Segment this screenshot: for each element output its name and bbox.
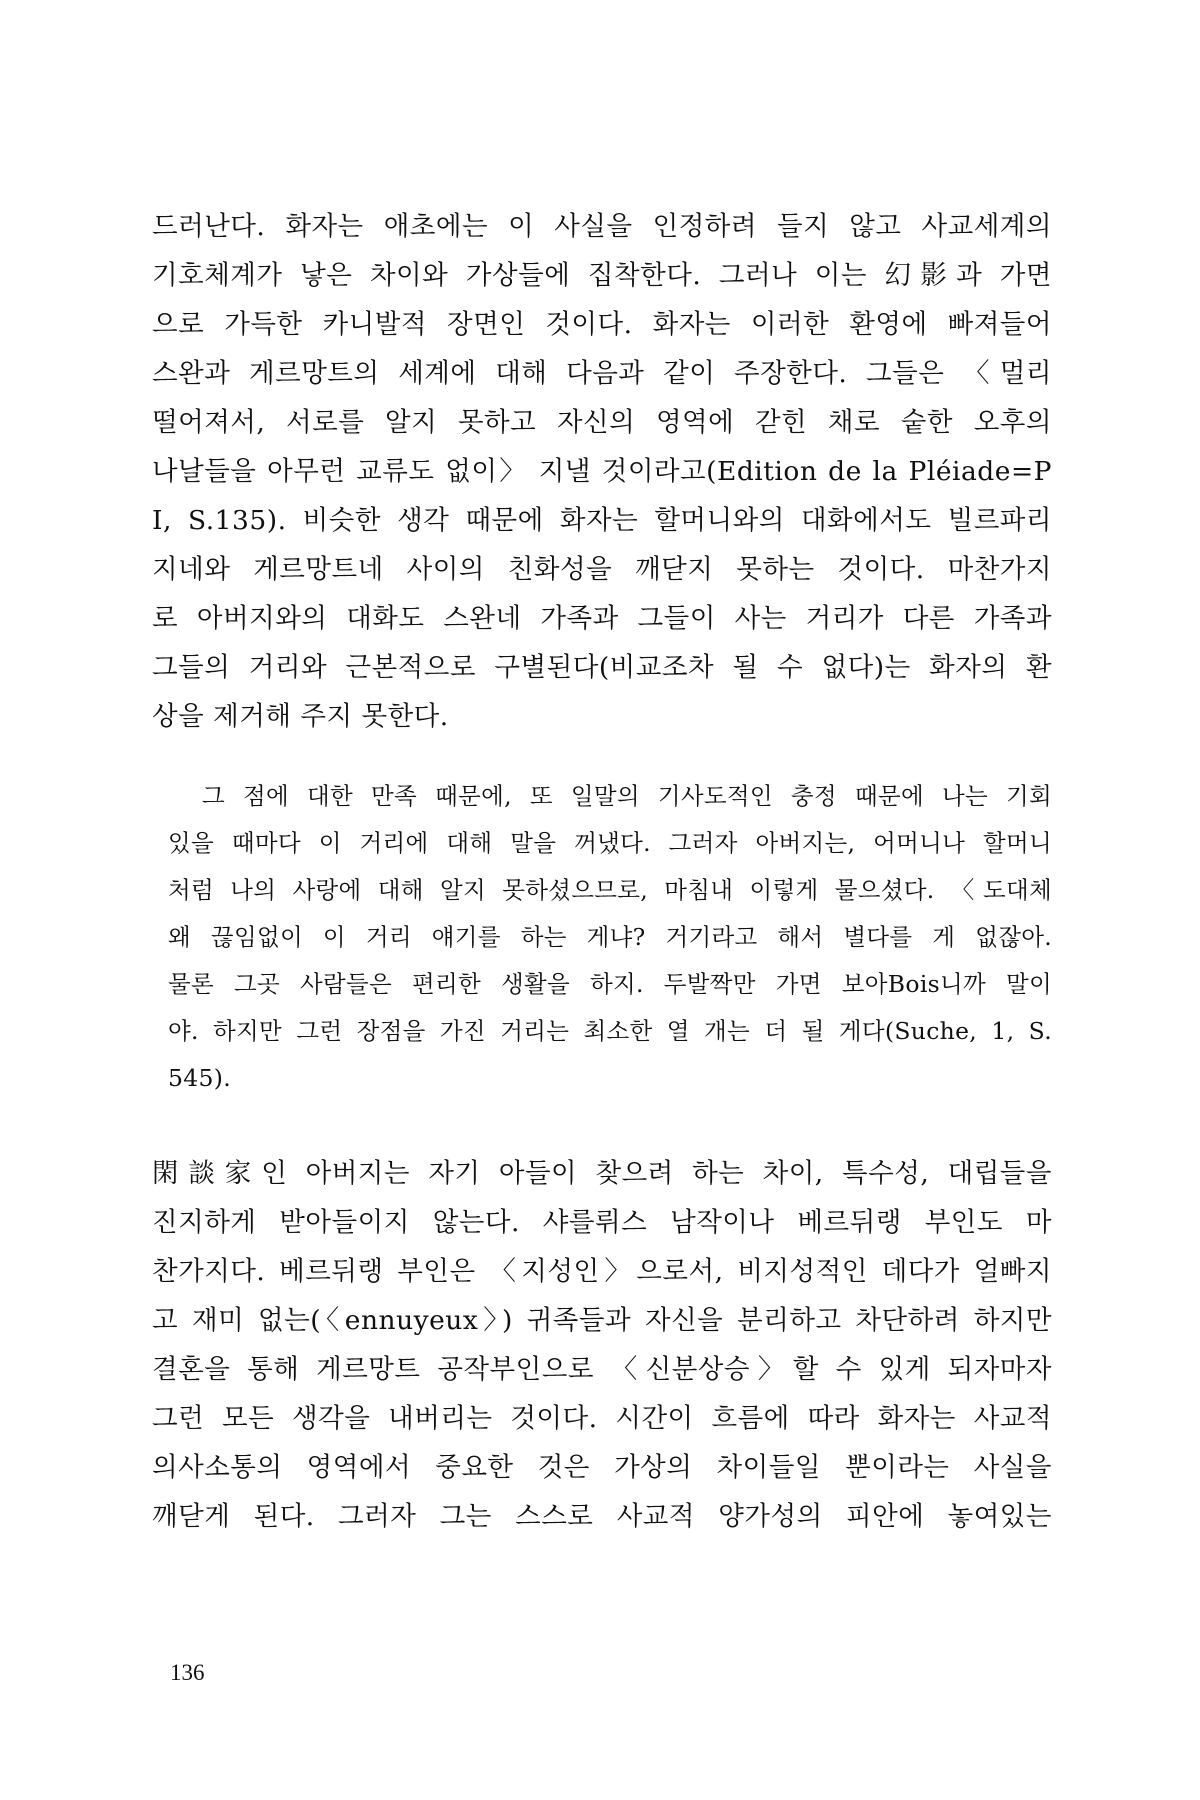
text-line: 기호체계가 낳은 차이와 가상들에 집착한다. 그러나 이는 幻影과 가면 [152, 260, 1052, 291]
text-line: 나날들을 아무런 교류도 없이〉 지낼 것이라고(Edition de la Pléiade=P [152, 456, 1052, 487]
text-line: 결혼을 통해 게르망트 공작부인으로 〈신분상승〉할 수 있게 되자마자 [152, 1354, 1052, 1385]
quote-line: 물론 그곳 사람들은 편리한 생활을 하지. 두발짝만 가면 보아Bois니까 말이 [168, 970, 1052, 998]
text-line: 스완과 게르망트의 세계에 대해 다음과 같이 주장한다. 그들은 〈멀리 [152, 358, 1052, 389]
text-line: 떨어져서, 서로를 알지 못하고 자신의 영역에 갇힌 채로 숱한 오후의 [152, 407, 1052, 438]
text-line: 로 아버지와의 대화도 스완네 가족과 그들이 사는 거리가 다른 가족과 [152, 603, 1052, 634]
text-line: 閑談家인 아버지는 자기 아들이 찾으려 하는 차이, 특수성, 대립들을 [152, 1158, 1052, 1189]
text-line: 상을 제거해 주지 못한다. [152, 701, 449, 732]
quote-line: 있을 때마다 이 거리에 대해 말을 꺼냈다. 그러자 아버지는, 어머니나 할머니 [168, 829, 1052, 857]
quote-line: 처럼 나의 사랑에 대해 알지 못하셨으므로, 마침내 이렇게 물으셨다. 〈도대체 [168, 876, 1052, 904]
text-line: 그들의 거리와 근본적으로 구별된다(비교조차 될 수 없다)는 화자의 환 [152, 652, 1052, 683]
text-line: I, S.135). 비슷한 생각 때문에 화자는 할머니와의 대화에서도 빌르파리 [152, 505, 1052, 536]
text-line: 의사소통의 영역에서 중요한 것은 가상의 차이들일 뿐이라는 사실을 [152, 1452, 1052, 1483]
text-line: 그런 모든 생각을 내버리는 것이다. 시간이 흐름에 따라 화자는 사교적 [152, 1403, 1052, 1434]
text-line: 으로 가득한 카니발적 장면인 것이다. 화자는 이러한 환영에 빠져들어 [152, 309, 1052, 340]
quote-line: 그 점에 대한 만족 때문에, 또 일말의 기사도적인 충정 때문에 나는 기회 [202, 782, 1052, 810]
text-line: 깨닫게 된다. 그러자 그는 스스로 사교적 양가성의 피안에 놓여있는 [152, 1501, 1052, 1532]
block-quote [168, 773, 1052, 1102]
quote-line: 야. 하지만 그런 장점을 가진 거리는 최소한 열 개는 더 될 게다(Suche, 1, S. [168, 1017, 1052, 1045]
body-paragraph-1 [152, 202, 1052, 741]
text-line: 찬가지다. 베르뒤랭 부인은 〈지성인〉으로서, 비지성적인 데다가 얼빠지 [152, 1256, 1052, 1287]
text-line: 지네와 게르망트네 사이의 친화성을 깨닫지 못하는 것이다. 마찬가지 [152, 554, 1052, 585]
quote-line: 왜 끊임없이 이 거리 얘기를 하는 게냐? 거기라고 해서 별다를 게 없잖아. [168, 923, 1052, 951]
text-line: 진지하게 받아들이지 않는다. 샤를뤼스 남작이나 베르뒤랭 부인도 마 [152, 1207, 1052, 1238]
text-line: 고 재미 없는(〈ennuyeux〉) 귀족들과 자신을 분리하고 차단하려 하지만 [152, 1305, 1052, 1336]
page-number: 136 [170, 1660, 205, 1685]
text-line: 드러난다. 화자는 애초에는 이 사실을 인정하려 들지 않고 사교세계의 [152, 211, 1052, 242]
body-paragraph-2 [152, 1149, 1052, 1541]
quote-line: 545). [168, 1064, 231, 1092]
